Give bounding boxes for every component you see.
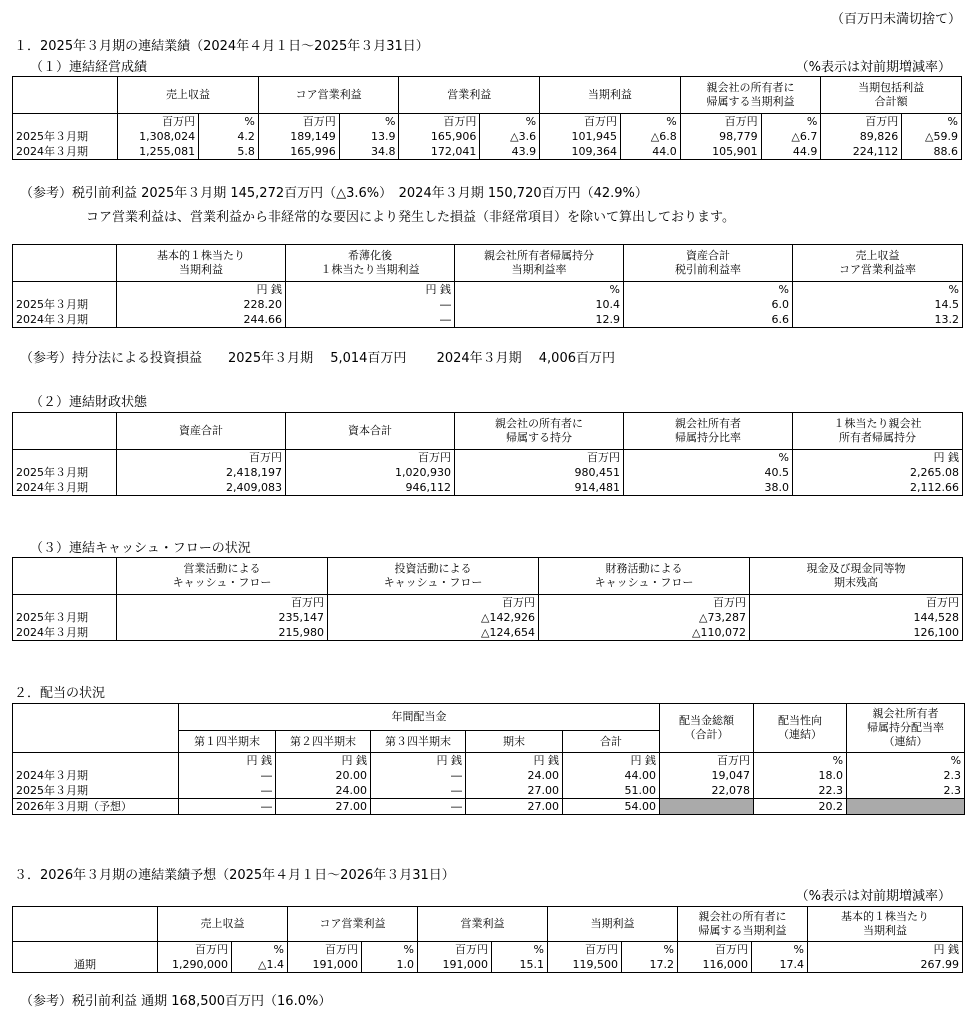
column-header: 当期包括利益 合計額 xyxy=(821,77,962,114)
value-cell: ― xyxy=(371,783,466,799)
value-cell: 267.99 xyxy=(808,957,963,973)
value-cell: 6.0 xyxy=(624,297,793,312)
value-cell: ― xyxy=(371,799,466,815)
value-cell: 2.3 xyxy=(847,783,965,799)
value-cell xyxy=(660,799,754,815)
column-header: 資産合計 xyxy=(117,413,286,450)
value-cell: 1,020,930 xyxy=(286,465,455,480)
column-header: コア営業利益 xyxy=(258,77,399,114)
row-label: 2024年３月期 xyxy=(13,312,117,328)
column-header: 現金及び現金同等物 期末残高 xyxy=(750,558,963,595)
table-row xyxy=(13,768,965,783)
reference-forecast-pretax: （参考）税引前利益 通期 168,500百万円（16.0%） xyxy=(20,994,332,1009)
value-cell: ― xyxy=(179,768,276,783)
unit-cell: % xyxy=(752,942,808,958)
unit-cell: % xyxy=(339,114,399,130)
row-label: 2024年３月期 xyxy=(13,144,118,160)
unit-cell: 円 銭 xyxy=(117,282,286,298)
value-cell: 17.4 xyxy=(752,957,808,973)
value-cell: 20.2 xyxy=(754,799,847,815)
table-row xyxy=(13,297,963,312)
row-label: 通期 xyxy=(13,957,158,973)
units-note: （百万円未満切捨て） xyxy=(830,12,961,27)
value-cell: 191,000 xyxy=(418,957,492,973)
value-cell: 2,112.66 xyxy=(793,480,963,496)
value-cell: 1,308,024 xyxy=(118,129,199,144)
row-label: 2025年３月期 xyxy=(13,610,117,625)
column-header: 第１四半期末 xyxy=(179,730,276,753)
reference-equity-method: （参考）持分法による投資損益 2025年３月期 5,014百万円 2024年３月期 4,006百万円 xyxy=(20,351,615,366)
table-row xyxy=(13,465,963,480)
value-cell: 15.1 xyxy=(492,957,548,973)
column-header: 財務活動による キャッシュ・フロー xyxy=(539,558,750,595)
column-header: コア営業利益 xyxy=(288,907,418,942)
unit-cell: 円 銭 xyxy=(808,942,963,958)
unit-cell: % xyxy=(754,753,847,769)
value-cell: ― xyxy=(286,312,455,328)
value-cell: 946,112 xyxy=(286,480,455,496)
column-header: 売上収益 xyxy=(118,77,259,114)
unit-cell: % xyxy=(847,753,965,769)
column-header: 親会社の所有者に 帰属する当期利益 xyxy=(678,907,808,942)
value-cell: 189,149 xyxy=(258,129,339,144)
row-label-blank xyxy=(13,753,179,769)
value-cell: 116,000 xyxy=(678,957,752,973)
table-row xyxy=(13,480,963,496)
value-cell: ― xyxy=(286,297,455,312)
value-cell: 914,481 xyxy=(455,480,624,496)
value-cell: 24.00 xyxy=(466,768,563,783)
row-label-blank xyxy=(13,942,158,958)
unit-cell: % xyxy=(793,282,963,298)
column-header: 合計 xyxy=(563,730,660,753)
table-header-blank xyxy=(13,245,117,282)
column-header: 親会社の所有者に 帰属する当期利益 xyxy=(680,77,821,114)
value-cell: 2,409,083 xyxy=(117,480,286,496)
value-cell: 44.0 xyxy=(621,144,681,160)
value-cell: △124,654 xyxy=(328,625,539,641)
unit-cell: % xyxy=(480,114,540,130)
unit-cell: 円 銭 xyxy=(179,753,276,769)
unit-cell: 円 銭 xyxy=(563,753,660,769)
unit-cell: 百万円 xyxy=(821,114,902,130)
value-cell: 13.9 xyxy=(339,129,399,144)
cash-flow-heading: （３）連結キャッシュ・フローの状況 xyxy=(30,541,251,556)
unit-cell: 百万円 xyxy=(548,942,622,958)
value-cell: 109,364 xyxy=(540,144,621,160)
value-cell: 27.00 xyxy=(466,799,563,815)
unit-cell: % xyxy=(232,942,288,958)
value-cell: △3.6 xyxy=(480,129,540,144)
value-cell: 2.3 xyxy=(847,768,965,783)
value-cell: 235,147 xyxy=(117,610,328,625)
unit-cell: 百万円 xyxy=(399,114,480,130)
core-operating-profit-note: コア営業利益は、営業利益から非経常的な要因により発生した損益（非経常項目）を除いて算出しております。 xyxy=(86,210,735,225)
value-cell: 22,078 xyxy=(660,783,754,799)
value-cell: ― xyxy=(179,783,276,799)
value-cell: 1,290,000 xyxy=(158,957,232,973)
unit-cell: 百万円 xyxy=(539,595,750,611)
column-header: 第２四半期末 xyxy=(276,730,371,753)
column-header: 資産合計 税引前利益率 xyxy=(624,245,793,282)
section2-title: ２．配当の状況 xyxy=(14,686,106,701)
value-cell: △6.7 xyxy=(761,129,821,144)
row-label: 2025年３月期 xyxy=(13,465,117,480)
value-cell: △6.8 xyxy=(621,129,681,144)
table-row xyxy=(13,783,965,799)
column-header: １株当たり親会社 所有者帰属持分 xyxy=(793,413,963,450)
table-header-blank xyxy=(13,558,117,595)
value-cell: 6.6 xyxy=(624,312,793,328)
value-cell: 98,779 xyxy=(680,129,761,144)
column-header: 希薄化後 １株当たり当期利益 xyxy=(286,245,455,282)
operating-results-table xyxy=(12,76,962,160)
value-cell: 165,996 xyxy=(258,144,339,160)
table-header-blank xyxy=(13,704,179,731)
group-header: 年間配当金 xyxy=(179,704,660,731)
column-header: 営業利益 xyxy=(418,907,548,942)
unit-cell: % xyxy=(622,942,678,958)
value-cell: 38.0 xyxy=(624,480,793,496)
table-row xyxy=(13,144,962,160)
value-cell: 1,255,081 xyxy=(118,144,199,160)
unit-cell: 百万円 xyxy=(678,942,752,958)
row-label: 2024年３月期 xyxy=(13,768,179,783)
column-header: 投資活動による キャッシュ・フロー xyxy=(328,558,539,595)
unit-cell: 円 銭 xyxy=(371,753,466,769)
column-header: 資本合計 xyxy=(286,413,455,450)
unit-cell: 百万円 xyxy=(750,595,963,611)
unit-cell: 円 銭 xyxy=(276,753,371,769)
row-label-blank xyxy=(13,114,118,130)
row-label: 2025年３月期 xyxy=(13,783,179,799)
unit-cell: 円 銭 xyxy=(466,753,563,769)
value-cell: 89,826 xyxy=(821,129,902,144)
value-cell: 13.2 xyxy=(793,312,963,328)
dividend-table xyxy=(12,703,965,815)
section1-title: １．2025年３月期の連結業績（2024年４月１日～2025年３月31日） xyxy=(14,39,429,54)
table-header-blank xyxy=(13,730,179,753)
column-header: 売上収益 コア営業利益率 xyxy=(793,245,963,282)
unit-cell: % xyxy=(624,282,793,298)
column-header: 当期利益 xyxy=(548,907,678,942)
row-label: 2024年３月期 xyxy=(13,625,117,641)
column-header: 営業活動による キャッシュ・フロー xyxy=(117,558,328,595)
row-label: 2026年３月期（予想） xyxy=(13,799,179,815)
column-header: 親会社所有者 帰属持分配当率 （連結） xyxy=(847,704,965,753)
column-header: 第３四半期末 xyxy=(371,730,466,753)
value-cell: 165,906 xyxy=(399,129,480,144)
value-cell xyxy=(847,799,965,815)
value-cell: 10.4 xyxy=(455,297,624,312)
table-row xyxy=(13,625,963,641)
financial-position-table xyxy=(12,412,963,496)
table-row xyxy=(13,799,965,815)
unit-cell: 百万円 xyxy=(418,942,492,958)
row-label: 2025年３月期 xyxy=(13,129,118,144)
value-cell: 12.9 xyxy=(455,312,624,328)
cash-flow-table xyxy=(12,557,963,641)
table-header-blank xyxy=(13,907,158,942)
value-cell: 88.6 xyxy=(902,144,962,160)
value-cell: 44.00 xyxy=(563,768,660,783)
value-cell: 18.0 xyxy=(754,768,847,783)
column-header: 売上収益 xyxy=(158,907,288,942)
unit-cell: 百万円 xyxy=(117,450,286,466)
value-cell: 119,500 xyxy=(548,957,622,973)
unit-cell: 百万円 xyxy=(118,114,199,130)
unit-cell: 百万円 xyxy=(117,595,328,611)
value-cell: 14.5 xyxy=(793,297,963,312)
unit-cell: 百万円 xyxy=(660,753,754,769)
unit-cell: % xyxy=(902,114,962,130)
unit-cell: 円 銭 xyxy=(793,450,963,466)
value-cell: 34.8 xyxy=(339,144,399,160)
value-cell: 19,047 xyxy=(660,768,754,783)
operating-results-heading: （１）連結経営成績 xyxy=(30,60,148,75)
value-cell: 215,980 xyxy=(117,625,328,641)
value-cell: 224,112 xyxy=(821,144,902,160)
table-row xyxy=(13,957,963,973)
unit-cell: 百万円 xyxy=(258,114,339,130)
unit-cell: % xyxy=(455,282,624,298)
value-cell: 244.66 xyxy=(117,312,286,328)
table-row xyxy=(13,610,963,625)
value-cell: 5.8 xyxy=(199,144,259,160)
value-cell: △59.9 xyxy=(902,129,962,144)
value-cell: △1.4 xyxy=(232,957,288,973)
value-cell: 101,945 xyxy=(540,129,621,144)
value-cell: 2,418,197 xyxy=(117,465,286,480)
table-header-blank xyxy=(13,413,117,450)
value-cell: 43.9 xyxy=(480,144,540,160)
table-header-blank xyxy=(13,77,118,114)
column-header: 親会社所有者 帰属持分比率 xyxy=(624,413,793,450)
reference-pretax-income: （参考）税引前利益 2025年３月期 145,272百万円（△3.6%） 2024年３月期 150,720百万円（42.9%） xyxy=(20,186,648,201)
unit-cell: % xyxy=(761,114,821,130)
column-header: 親会社の所有者に 帰属する持分 xyxy=(455,413,624,450)
column-header: 当期利益 xyxy=(540,77,681,114)
unit-cell: 百万円 xyxy=(540,114,621,130)
row-label-blank xyxy=(13,450,117,466)
value-cell: 40.5 xyxy=(624,465,793,480)
value-cell: 1.0 xyxy=(362,957,418,973)
unit-cell: % xyxy=(362,942,418,958)
section3-title: ３．2026年３月期の連結業績予想（2025年４月１日～2026年３月31日） xyxy=(14,868,455,883)
value-cell: 44.9 xyxy=(761,144,821,160)
unit-cell: 百万円 xyxy=(455,450,624,466)
per-share-table xyxy=(12,244,963,328)
column-header: 営業利益 xyxy=(399,77,540,114)
value-cell: 17.2 xyxy=(622,957,678,973)
unit-cell: 円 銭 xyxy=(286,282,455,298)
column-header: 期末 xyxy=(466,730,563,753)
value-cell: 228.20 xyxy=(117,297,286,312)
value-cell: 51.00 xyxy=(563,783,660,799)
unit-cell: 百万円 xyxy=(328,595,539,611)
forecast-table xyxy=(12,906,963,973)
unit-cell: 百万円 xyxy=(680,114,761,130)
column-header: 基本的１株当たり 当期利益 xyxy=(117,245,286,282)
unit-cell: 百万円 xyxy=(158,942,232,958)
value-cell: 144,528 xyxy=(750,610,963,625)
value-cell: ― xyxy=(371,768,466,783)
unit-cell: % xyxy=(624,450,793,466)
forecast-percent-note: （%表示は対前期増減率） xyxy=(795,889,951,904)
value-cell: 27.00 xyxy=(276,799,371,815)
value-cell: 20.00 xyxy=(276,768,371,783)
value-cell: 126,100 xyxy=(750,625,963,641)
unit-cell: 百万円 xyxy=(286,450,455,466)
value-cell: 172,041 xyxy=(399,144,480,160)
value-cell: 54.00 xyxy=(563,799,660,815)
value-cell: 2,265.08 xyxy=(793,465,963,480)
column-header: 親会社所有者帰属持分 当期利益率 xyxy=(455,245,624,282)
column-header: 配当金総額 （合計） xyxy=(660,704,754,753)
value-cell: △110,072 xyxy=(539,625,750,641)
percent-note: （%表示は対前期増減率） xyxy=(795,60,951,75)
row-label-blank xyxy=(13,282,117,298)
column-header: 配当性向 （連結） xyxy=(754,704,847,753)
value-cell: △142,926 xyxy=(328,610,539,625)
unit-cell: % xyxy=(621,114,681,130)
value-cell: 24.00 xyxy=(276,783,371,799)
value-cell: 191,000 xyxy=(288,957,362,973)
unit-cell: % xyxy=(492,942,548,958)
value-cell: 22.3 xyxy=(754,783,847,799)
unit-cell: 百万円 xyxy=(288,942,362,958)
row-label: 2025年３月期 xyxy=(13,297,117,312)
unit-cell: % xyxy=(199,114,259,130)
row-label-blank xyxy=(13,595,117,611)
row-label: 2024年３月期 xyxy=(13,480,117,496)
value-cell: 4.2 xyxy=(199,129,259,144)
value-cell: △73,287 xyxy=(539,610,750,625)
financial-position-heading: （２）連結財政状態 xyxy=(30,395,148,410)
table-row xyxy=(13,129,962,144)
column-header: 基本的１株当たり 当期利益 xyxy=(808,907,963,942)
value-cell: 980,451 xyxy=(455,465,624,480)
value-cell: 27.00 xyxy=(466,783,563,799)
value-cell: 105,901 xyxy=(680,144,761,160)
value-cell: ― xyxy=(179,799,276,815)
table-row xyxy=(13,312,963,328)
